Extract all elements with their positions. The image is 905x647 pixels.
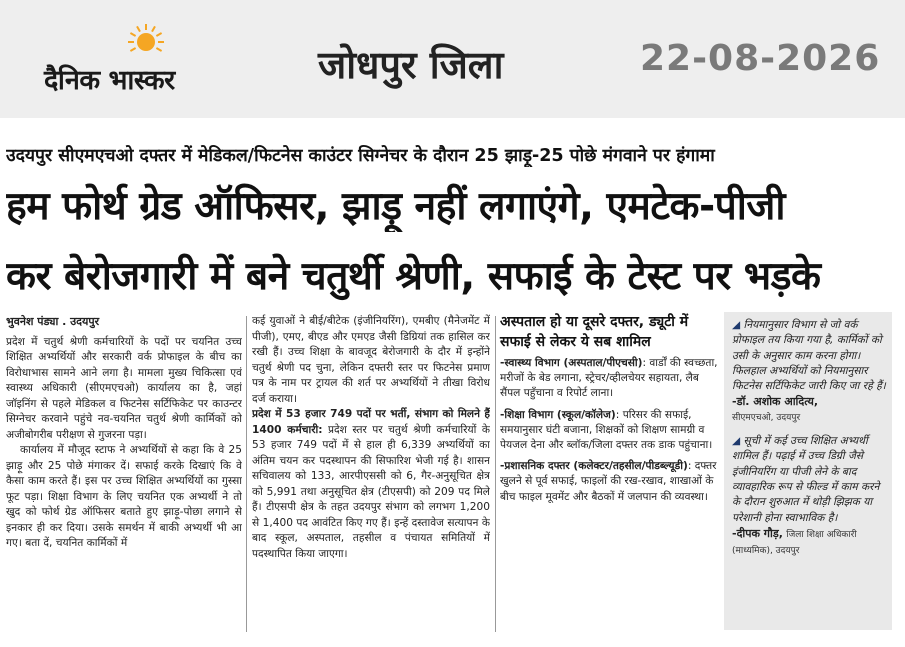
paragraph: प्रदेश में चतुर्थ श्रेणी कर्मचारियों के पदों पर चयनित उच्च शिक्षित अभ्यर्थियों और सरकारी वर्क प्रोफाइल के बीच का विरोधाभास सामने आने लगा है। मामला मुख्य चिकित्सा एवं स्वास्थ्य अधिकारी (सीएमएचओ) कार्यालय का है, जहां जॉइनिंग से पहले मेडिकल व फिटनेस सर्टिफिकेट पर काउन्टर सिग्नेचर करवाने पहुंचे नव-चयनित चतुर्थ श्रेणी कार्मिकों को अजीबोगरीब परीक्षण से गुजरना पड़ा। xyxy=(6,335,242,441)
quote-author: -दीपक गौड़, xyxy=(732,526,783,540)
dept-label: -शिक्षा विभाग (स्कूल/कॉलेज) xyxy=(500,408,616,421)
column-divider xyxy=(246,316,247,632)
sun-icon xyxy=(128,22,164,58)
article-kicker: उदयपुर सीएमएचओ दफ्तर में मेडिकल/फिटनेस काउंटर सिग्नेचर के दौरान 25 झाड़ू-25 पोछे मंगवाने पर हंगामा xyxy=(6,146,715,166)
dept-text: : दफ्तर खुलने से पूर्व सफाई, फाइलों की रख-रखाव, शाखाओं के बीच फाइल मूवमेंट और बैठकों में जलपान की व्यवस्था। xyxy=(500,460,717,503)
list-item xyxy=(500,356,720,402)
headline-line-1: हम फोर्थ ग्रेड ऑफिसर, झाड़ू नहीं लगाएंगे, एमटेक-पीजी xyxy=(6,184,785,229)
quote-author: -डॉ. अशोक आदित्य, xyxy=(732,395,818,409)
paragraph xyxy=(252,407,490,562)
dept-label: -प्रशासनिक दफ्तर (कलेक्टर/तहसील/पीडब्ल्यूडी) xyxy=(500,460,688,473)
paragraph-text: प्रदेश स्तर पर चतुर्थ श्रेणी कर्मचारियों के 53 हजार 749 पदों में से हाल ही 6,339 अभ्यर्थियों का अंतिम चयन कर पदस्थापन की सिफारिश भेजी गई है। शासन सचिवालय को 133, आरपीएससी को 6, गैर-अनुसूचित क्षेत्र को 5,991 तथा अनुसूचित क्षेत्र (टीएसपी) को 209 पद मिले हैं। टीएसपी क्षेत्र के तहत उदयपुर संभाग को लगभग 1,200 से 1,400 पद आवंटित किए गए हैं। इन्हें दस्तावेज सत्यापन के बाद स्कूल, अस्पताल, तहसील व पंचायत समितियों में पदस्थापित किया जाएगा। xyxy=(252,423,490,560)
byline: भुवनेश पंड्या . उदयपुर xyxy=(6,315,100,328)
quotes-box xyxy=(724,312,892,630)
newspaper-logo[interactable] xyxy=(44,22,254,102)
triangle-bullet-icon: ◢ xyxy=(732,435,741,448)
triangle-bullet-icon: ◢ xyxy=(732,319,741,331)
column-divider xyxy=(495,316,496,632)
subhead: प्रदेश में 53 हजार 749 पदों पर भर्ती, संभाग को मिलने हैं 1400 कर्मचारी: xyxy=(252,408,490,436)
sidebar-title: अस्पताल हो या दूसरे दफ्तर, ड्यूटी में सफाई से लेकर ये सब शामिल xyxy=(500,314,689,350)
dept-text: : वार्डों की स्वच्छता, मरीजों के बेड लगाना, स्ट्रेचर/व्हीलचेयर सहायता, लैब सैंपल पहुँचाना व रिपोर्ट लाना। xyxy=(500,357,718,400)
quotes-content xyxy=(732,318,886,559)
quote-role: जिला शिक्षा अधिकारी (माध्यमिक), उदयपुर xyxy=(732,529,857,557)
logo-text: दैनिक भास्कर xyxy=(44,65,175,96)
quote-role: सीएमएचओ, उदयपुर xyxy=(732,412,801,423)
headline-line-2: कर बेरोजगारी में बने चतुर्थी श्रेणी, सफाई के टेस्ट पर भड़के xyxy=(6,254,821,299)
quote xyxy=(732,434,886,559)
sidebar-list xyxy=(500,356,720,505)
article-column-1 xyxy=(6,314,242,634)
dept-text: : परिसर की सफाई, समयानुसार घंटी बजाना, शिक्षकों को शिक्षण सामग्री व पेयजल देना और ब्लॉक/जिला दफ्तर तक डाक पहुंचाना। xyxy=(500,408,713,452)
masthead xyxy=(0,0,905,118)
edition-title: जोधपुर जिला xyxy=(318,43,504,87)
paragraph: कार्यालय में मौजूद स्टाफ ने अभ्यर्थियों से कहा कि वे 25 झाड़ू और 25 पोछे मंगाकर दें। सफाई करके दिखाएं कि वे कैसा काम करते हैं। इस पर उच्च शिक्षित अभ्यर्थियों का गुस्सा फूट पड़ा। शिक्षा विभाग के लिए चयनित एक अभ्यर्थी ने तो खुद को फोर्थ ग्रेड ऑफिसर बताते हुए झाड़ू-पोछा लगाने से इनकार ही कर दिया। उसके समर्थन में बाकी अभ्यर्थी भी आ गए। बता दें, चयनित कार्मिकों में xyxy=(6,444,242,549)
quote-text: नियमानुसार विभाग से जो वर्क प्रोफाइल तय किया गया है, कार्मिकों को उसी के अनुसार काम करना होगा। फिलहाल अभ्यर्थियों को नियमानुसार फिटनेस सर्टिफिकेट जारी किए जा रहे हैं। xyxy=(732,319,886,393)
quote xyxy=(732,318,886,426)
paragraph: कई युवाओं ने बीई/बीटेक (इंजीनियरिंग), एमबीए (मैनेजमेंट में पीजी), एमए, बीएड और एमएड जैसी डिग्रियां तक हासिल कर रखी हैं। उच्च शिक्षा के बावजूद बेरोजगारी के दौर में इन्होंने चतुर्थ श्रेणी पद चुना, लेकिन दफ्तरी स्तर पर फिटनेस प्रमाण पत्र के नाम पर ट्रायल की शर्त पर अभ्यर्थियों ने तीखा विरोध दर्ज कराया। xyxy=(252,315,490,405)
dept-label: -स्वास्थ्य विभाग (अस्पताल/पीएचसी) xyxy=(500,357,643,369)
article-column-2 xyxy=(252,314,490,634)
list-item xyxy=(500,459,720,505)
list-item xyxy=(500,408,720,454)
quote-text: सूची में कई उच्च शिक्षित अभ्यर्थी शामिल हैं। पढ़ाई में उच्च डिग्री जैसे इंजीनियरिंग या पीजी लेने के बाद व्यावहारिक रूप से फील्ड में काम करने के दौरान शुरुआत में थोड़ी झिझक या परेशानी होना स्वाभाविक है। xyxy=(732,435,880,524)
duties-sidebar xyxy=(500,312,720,632)
edition-date: 22-08-2026 xyxy=(640,38,881,79)
